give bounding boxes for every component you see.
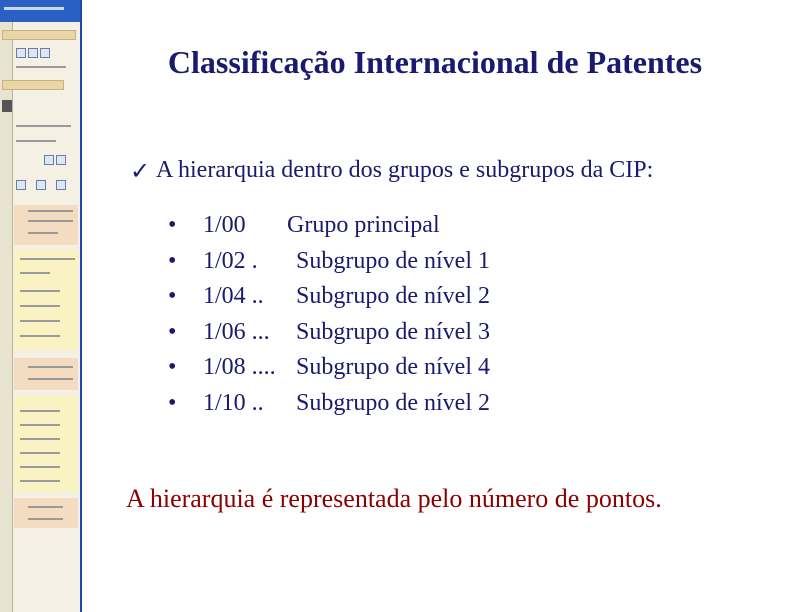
slide-title: Classificação Internacional de Patentes	[167, 44, 703, 80]
group-label: Subgrupo de nível 2	[296, 283, 490, 309]
group-code: 1/10 ..	[203, 389, 264, 416]
bullet-icon: •	[168, 318, 177, 345]
group-label: Subgrupo de nível 4	[296, 354, 490, 380]
footer-statement: A hierarquia é representada pelo número de pontos.	[126, 484, 662, 513]
group-code: 1/02 .	[203, 247, 258, 274]
embedded-screenshot-strip	[0, 0, 82, 612]
group-code: 1/06 ...	[203, 318, 270, 345]
bullet-icon: •	[168, 212, 177, 238]
bullet-icon: •	[168, 283, 177, 309]
group-label: Grupo principal	[287, 212, 440, 238]
bullet-icon: •	[168, 247, 177, 274]
group-code: 1/00	[203, 212, 246, 238]
checkmark-icon: ✓	[130, 159, 151, 185]
group-label: Subgrupo de nível 3	[296, 318, 490, 345]
group-code: 1/08 ....	[203, 354, 276, 380]
group-code: 1/04 ..	[203, 283, 264, 309]
bullet-icon: •	[168, 354, 177, 380]
group-label: Subgrupo de nível 1	[296, 247, 490, 274]
bullet-icon: •	[168, 389, 177, 416]
strip-titlebar	[0, 0, 80, 22]
intro-text: A hierarquia dentro dos grupos e subgrupos da CIP:	[156, 157, 654, 183]
group-label: Subgrupo de nível 2	[296, 389, 490, 416]
